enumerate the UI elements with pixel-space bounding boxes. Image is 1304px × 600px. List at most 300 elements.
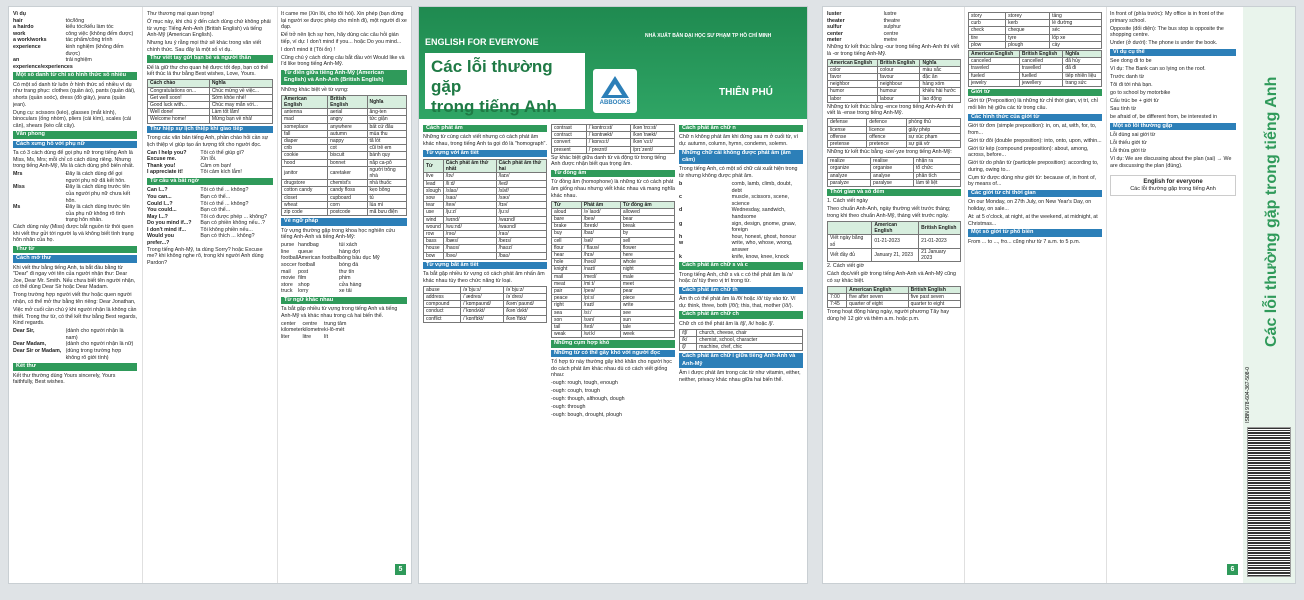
table-cell: favor <box>828 73 878 80</box>
table-cell: chemist's <box>328 180 367 187</box>
table-cell: break <box>620 223 674 230</box>
table-cell: line <box>281 248 290 255</box>
column-header: Nghĩa <box>209 80 272 87</box>
table-row <box>282 116 407 123</box>
table-cell: /baʊ/ <box>496 252 546 259</box>
paragraph: Những từ cùng cách viết nhưng có cách phát âm khác nhau, trong tiếng Anh ta gọi đó là "homograph". <box>423 134 547 147</box>
section-heading: Từ ngữ khác nhau <box>281 297 407 304</box>
table-cell: phim <box>339 275 351 282</box>
column-header: Từ <box>424 160 444 173</box>
brand-name: THIÊN PHÚ <box>719 87 773 98</box>
table-cell: bánh quy <box>367 152 406 159</box>
table-cell: crib <box>282 145 328 152</box>
section-heading: Những cụm hợp khó <box>551 340 675 347</box>
column-header: Nghĩa <box>920 59 961 66</box>
term: Miss <box>13 184 25 191</box>
table-cell: /haʊz/ <box>496 245 546 252</box>
paragraph: Âm i được phát âm trong các từ như vitamin, either, neither, privacy khác nhau giữa hai biến thể. <box>679 370 801 383</box>
table-row <box>969 65 1102 72</box>
table-cell: five after seven <box>847 293 908 300</box>
column-header <box>828 286 847 293</box>
spine-strip <box>1243 7 1295 584</box>
table-cell: /wɪnd/ <box>443 216 496 223</box>
table-cell: trang sức <box>1063 79 1102 86</box>
table-cell: defense <box>828 119 867 126</box>
phrases-table <box>147 79 273 123</box>
silent-row <box>679 240 803 253</box>
table-cell: tổ chức <box>914 165 961 172</box>
table-row <box>828 235 961 248</box>
pair-row <box>827 11 961 18</box>
greetings-list <box>13 328 137 361</box>
table-cell: traveled <box>969 65 1020 72</box>
table-cell: bóng đá <box>339 261 359 268</box>
table-cell: see <box>620 309 674 316</box>
table-cell: sow <box>424 195 444 202</box>
table-cell: corn <box>328 201 367 208</box>
table-row <box>828 158 961 165</box>
table-cell: /prɪˈzent/ <box>630 146 674 153</box>
table-cell: /baɪ/ <box>581 230 620 237</box>
table-cell: drugstore <box>282 180 328 187</box>
meaning: Đây là cách dùng trước tên của người phụ nữ chưa kết hôn. <box>65 184 131 204</box>
table-cell: hood <box>282 159 328 166</box>
table-row <box>282 166 407 179</box>
paragraph: Kết thư thường dùng Yours sincerely, Yours faithfully, Best wishes. <box>13 372 116 386</box>
table-cell: Làm tốt lắm! <box>209 109 272 116</box>
table-cell: hàng đợi <box>339 248 360 255</box>
paragraph: It came me (Xin lỗi, cho tôi hỏi). Xin phép (bạn dừng lại người xe được phép cho mình đi), một người đi xe đạp. <box>281 11 407 31</box>
table-row <box>424 223 547 230</box>
table-row <box>281 321 346 328</box>
table-cell: autumn <box>328 130 367 137</box>
table-cell: storey <box>1006 13 1050 20</box>
term: Thank you! <box>147 162 176 169</box>
pair-row <box>827 18 961 25</box>
table-row <box>281 275 380 282</box>
table-cell: paralyse <box>871 179 914 186</box>
meaning: Tôi có thể ... không? <box>200 200 249 207</box>
table-cell: /ˈkɒnflɪkt/ <box>461 315 504 322</box>
table-cell: live <box>424 173 444 180</box>
term: Can I...? <box>147 187 168 194</box>
table-cell: /ˈkɒndʌkt/ <box>461 308 504 315</box>
table-cell: /led/ <box>496 180 546 187</box>
table-cell: cheque <box>1006 27 1050 34</box>
phrase-row <box>147 169 273 176</box>
table-cell: lead <box>424 180 444 187</box>
table-cell: /miːt/ <box>581 280 620 287</box>
table-cell: analyse <box>871 172 914 179</box>
table-cell: /juːs/ <box>496 209 546 216</box>
table-cell: license <box>828 126 867 133</box>
table-cell: 7:00 <box>828 293 847 300</box>
paragraph: Trong tiếng Anh-Mỹ, ta dùng Sorry? hoặc Excuse me? khi không nghe rõ, trong khi người Anh dùng Pardon? <box>147 246 264 266</box>
table-cell: labour <box>877 95 920 102</box>
column-header: Cách phát âm thứ nhất <box>443 160 496 173</box>
list-item: Trước danh từ <box>1110 74 1145 81</box>
table-cell: /hɪə/ <box>581 252 620 259</box>
silent-row <box>679 181 803 194</box>
table-cell: fuelled <box>1019 72 1062 79</box>
table-cell: cày <box>1050 41 1102 48</box>
table-row <box>552 273 675 280</box>
table-row <box>552 295 675 302</box>
table-cell: organise <box>871 165 914 172</box>
table-cell: buy <box>552 230 582 237</box>
table-cell: anywhere <box>328 123 367 130</box>
table-cell: trung tâm <box>324 320 347 327</box>
table-cell: pear <box>620 288 674 295</box>
table-cell: khiếu hài hước <box>920 88 961 95</box>
table-cell: đã đi <box>1063 65 1102 72</box>
paragraph: Trong tiếng Anh, có một số chữ cái xuất hiện trong từ nhưng không được phát âm. <box>679 166 798 179</box>
table-cell: flour <box>552 244 582 251</box>
paragraph: Những từ kết thúc bằng -ize/-yze trong tiếng Anh-Mỹ: <box>827 149 952 156</box>
paragraph: Có một số danh từ luôn ở hình thức số nhiều ví dụ như trang phục: clothes (quần áo), pants (quần dài), shorts (quần soóc), dress (đồ giày), jeans (quần jean). <box>13 81 136 108</box>
section-heading: Từ câu và bất ngờ <box>147 178 273 185</box>
meaning: write, who, whose, wrong, answer <box>731 240 793 253</box>
column-header: American English <box>872 221 919 234</box>
table-cell: tear <box>424 202 444 209</box>
table-cell: cửa hàng <box>339 281 362 288</box>
table-cell: cũi trẻ em <box>367 145 406 152</box>
paragraph: At: at 5 o'clock, at night, at the weekend, at midnight, at Christmas... <box>968 213 1098 227</box>
table-row <box>424 238 547 245</box>
paragraph: Under (ở dưới): The phone is under the book. <box>1110 40 1218 47</box>
term: Do you mind if...? <box>147 220 192 227</box>
table-cell: sell <box>620 237 674 244</box>
greeting-row <box>13 348 137 361</box>
paragraph: Nhưng lưu ý rằng mọi thứ sẽ khác trong văn viết chính thức. Sau đây là một số ví dụ. <box>147 40 261 53</box>
table-row <box>424 202 547 209</box>
spelling-table <box>827 59 961 103</box>
table-cell: tyre <box>1006 34 1050 41</box>
table-cell: /sel/ <box>581 237 620 244</box>
paragraph: On our Monday, on 27th July, on New Year's Day, on holiday, on sale... <box>968 199 1092 212</box>
section-heading: Văn phong <box>13 131 137 138</box>
list-item: -ough: rough, tough, enough <box>551 380 618 387</box>
meaning: Tôi có thể ... không? <box>200 187 249 194</box>
table-cell: /wiːk/ <box>581 331 620 338</box>
table-cell: thư tín <box>339 268 355 275</box>
vocab-list <box>281 242 407 295</box>
table-row <box>148 87 273 94</box>
column-header: British English <box>877 59 920 66</box>
list-item: Giới từ do phân từ (participle preposition): according to, during, owing to... <box>968 160 1099 173</box>
term: work <box>13 30 26 37</box>
table-row <box>552 215 675 222</box>
table-cell: colour <box>877 66 920 73</box>
table-cell: church, cheese, chair <box>697 329 803 336</box>
paragraph: Cách dùng này (Miss) được bắt nguồn từ thói quen khi viết thư gửi tới người lạ và không biết tình trạng hôn nhân của họ. <box>13 224 134 244</box>
table-cell: machine, chef, chic <box>697 344 803 351</box>
table-cell: litre <box>302 334 312 341</box>
titles-list <box>13 171 137 224</box>
paragraph: 1. Cách viết ngày <box>827 198 868 205</box>
table-cell: /piːs/ <box>581 295 620 302</box>
table-cell: janitor <box>282 166 328 179</box>
section-heading: Kết thư <box>13 363 137 370</box>
section-heading: Từ điển giữa tiếng Anh-Mỹ (American English) và Anh-Anh (British English) <box>281 70 407 85</box>
table-cell: /kənˈdʌkt/ <box>504 308 547 315</box>
table-row <box>552 125 675 132</box>
term: May I...? <box>147 213 168 220</box>
table-cell: piece <box>620 295 674 302</box>
table-cell: humor <box>828 88 878 95</box>
table-row <box>282 180 407 187</box>
table-cell: bare <box>552 215 582 222</box>
table-cell: contract <box>552 132 587 139</box>
term: w <box>679 240 684 247</box>
table-cell: /wuːnd/ <box>443 223 496 230</box>
table-header-row <box>424 160 547 173</box>
column-header: American English <box>969 51 1020 58</box>
meaning: knife, know, knee, knock <box>731 253 790 260</box>
table-cell: kerb <box>1006 20 1050 27</box>
table-cell: licence <box>867 126 906 133</box>
spine-title: Các lỗi thường gặp trong tiếng Anh <box>1263 76 1280 347</box>
section-heading: Thư hiệp sự lịch thiệp khi giao tiếp <box>147 126 273 133</box>
table-row <box>969 41 1102 48</box>
table-cell: /ˈkɒntrɑːst/ <box>586 125 630 132</box>
vocab-row <box>13 11 137 18</box>
meaning: Đây là cách dùng trước tên của phụ nữ không rõ tình trạng hôn nhân. <box>65 204 130 224</box>
table-cell: hole <box>552 259 582 266</box>
table-cell: /raʊ/ <box>496 231 546 238</box>
table-cell: 7:45 <box>828 301 847 308</box>
table-cell: analyze <box>828 172 871 179</box>
meaning: công việc (không đếm được) <box>65 30 134 37</box>
term: theater <box>827 17 845 24</box>
table-cell: house <box>424 245 444 252</box>
table-cell: /liːd/ <box>443 180 496 187</box>
table-cell: pair <box>552 288 582 295</box>
table-cell: diaper <box>282 137 328 144</box>
table-cell: /saʊ/ <box>443 195 496 202</box>
page-number: 6 <box>1227 564 1238 575</box>
table-cell: whole <box>620 259 674 266</box>
list-item: Giới từ đôi (double preposition): into, onto, upon, within... <box>968 137 1102 144</box>
table-cell: làm tê liệt <box>914 179 961 186</box>
meaning: kiểu tóc/kiểu làm tóc <box>65 24 114 31</box>
table-cell: lốp xe <box>1050 34 1102 41</box>
term: c <box>679 194 682 201</box>
meaning: Cảm ơn bạn! <box>200 162 232 169</box>
table-row <box>282 137 407 144</box>
meaning: Bạn có thể... <box>200 207 231 214</box>
vocab-row <box>13 24 137 31</box>
table-cell: someplace <box>282 123 328 130</box>
table-row <box>680 329 803 336</box>
right-sheet <box>822 6 1296 584</box>
table-row <box>281 269 380 276</box>
section-heading: Cách mở thư <box>13 255 137 262</box>
table-cell: brake <box>552 223 582 230</box>
table-cell: cot <box>328 145 367 152</box>
pair-row <box>827 31 961 38</box>
table-cell: /kənˈtrækt/ <box>630 132 674 139</box>
table-cell: aloud <box>552 208 582 215</box>
spelling-list <box>827 11 961 44</box>
table-row <box>552 280 675 287</box>
table-row <box>828 165 961 172</box>
section-heading: Những từ có thể gây khó với người đọc <box>551 350 675 357</box>
error-list <box>1110 132 1236 155</box>
paragraph: Để trở nên lịch sự hơn, hãy dùng các câu hỏi gián tiếp, ví dụ: I don't mind if you... hoặc Do you mind... <box>281 32 402 45</box>
table-cell: flower <box>620 244 674 251</box>
table-cell: week <box>620 331 674 338</box>
table-cell: organize <box>828 165 871 172</box>
table-cell: closet <box>282 194 328 201</box>
table-cell: realize <box>828 158 871 165</box>
table-row <box>424 294 547 301</box>
table-cell: movie <box>281 275 296 282</box>
table-row <box>282 208 407 215</box>
paragraph: Cũng chú ý cách dùng câu bắt đầu với Would like và I'd like trong tiếng Anh-Mỹ. <box>281 54 405 68</box>
meaning: metre <box>883 37 898 44</box>
meaning: (dùng trong trường hợp không rõ giới tính) <box>65 347 122 361</box>
mini-cover-line: English for everyone <box>1143 179 1203 186</box>
table-header-row <box>828 286 961 293</box>
table-cell: /waɪnd/ <box>496 216 546 223</box>
homophone-table <box>551 201 675 339</box>
ask-row <box>147 187 273 194</box>
section-heading: Các giới từ chỉ thời gian <box>968 190 1102 197</box>
table-cell: Well done! <box>148 109 210 116</box>
table-cell: aerial <box>328 109 367 116</box>
table-cell: /ˈkɒnvɜːt/ <box>586 139 630 146</box>
table-row <box>281 282 380 289</box>
table-row <box>552 223 675 230</box>
table-cell: Congratulations on... <box>148 87 210 94</box>
table-row <box>424 209 547 216</box>
table-cell: use <box>424 209 444 216</box>
table-cell: /kənˈtrɑːst/ <box>630 125 674 132</box>
table-cell: weak <box>552 331 582 338</box>
table-cell: convert <box>552 139 587 146</box>
meaning: Bạn có thể... <box>200 193 231 200</box>
table-cell: /haʊs/ <box>443 245 496 252</box>
table-cell: liter <box>281 334 290 341</box>
table-cell: shop <box>298 281 310 288</box>
table-cell: canceled <box>969 58 1020 65</box>
preposition-list <box>968 123 1102 188</box>
table-cell: 01-21-2023 <box>872 235 919 248</box>
table-cell: bonnet <box>328 159 367 166</box>
table-cell: address <box>424 294 461 301</box>
list-item: Giới từ kép (compound preposition): about, among, across, before... <box>968 145 1089 159</box>
table-cell: angry <box>328 116 367 123</box>
right-col-2 <box>968 11 1102 584</box>
table-cell: /əˈlaʊd/ <box>581 208 620 215</box>
table-cell: bóng bầu dục Mỹ <box>339 255 380 262</box>
list-item: Tôi đi tới nhà bạn. <box>1110 82 1153 89</box>
pair-row <box>827 37 961 44</box>
paragraph: From ... to ..., fro... cũng như từ 7 a.m. to 5 p.m. <box>968 238 1081 245</box>
section-heading: Thời gian và số đếm <box>827 189 961 196</box>
table-cell: 21-01-2023 <box>919 235 961 248</box>
middle-col-2 <box>551 123 675 583</box>
table-cell: wound <box>424 223 444 230</box>
table-cell: football <box>281 255 299 262</box>
isbn-text: ISBN 978-604-367-508-0 <box>1245 367 1251 423</box>
term: sulfur <box>827 24 842 31</box>
table-cell: abuse <box>424 286 461 293</box>
vocab-table <box>281 95 407 216</box>
triangle-icon <box>601 76 629 98</box>
table-row <box>281 262 380 269</box>
table-cell: sự giả vờ <box>906 140 960 147</box>
logo-text: ABBOOKS <box>599 100 631 106</box>
table-cell: /laɪv/ <box>496 173 546 180</box>
middle-col-3 <box>679 123 803 583</box>
table-row <box>552 331 675 338</box>
table-cell: mail <box>552 273 582 280</box>
table-cell: kẹo bông <box>367 187 406 194</box>
series-banner: ENGLISH FOR EVERYONE <box>425 37 539 47</box>
table-cell: fall <box>282 130 328 137</box>
table-cell: pretense <box>828 140 867 147</box>
table-row <box>552 259 675 266</box>
table-row <box>969 27 1102 34</box>
ask-row <box>147 214 273 221</box>
spelling-table <box>827 118 961 148</box>
table-cell: Chúc mừng về việc... <box>209 87 272 94</box>
table-cell: sự xúc phạm <box>906 133 960 140</box>
table-cell: chemist, school, character <box>697 336 803 343</box>
meaning: (dành cho người nhận là nam) <box>65 328 124 341</box>
table-cell: mùa thu <box>367 130 406 137</box>
table-cell: right <box>552 302 582 309</box>
table-row <box>281 327 346 334</box>
meaning: Tôi có được phép ... không? <box>200 213 267 220</box>
meaning: muscle, scissors, scene, science <box>731 194 789 207</box>
greeting-row <box>13 341 137 348</box>
table-row <box>552 139 675 146</box>
meaning: (dành cho người nhận là nữ) <box>65 341 134 348</box>
table-cell: night <box>620 266 674 273</box>
table-header-row <box>969 51 1102 58</box>
meaning <box>66 11 137 18</box>
table-row <box>552 309 675 316</box>
table-cell: /tɪə/ <box>496 202 546 209</box>
term: luster <box>827 11 842 17</box>
column-header: British English <box>328 95 367 108</box>
asks-list <box>147 187 273 246</box>
table-row <box>282 187 407 194</box>
table-cell: cotton candy <box>282 187 328 194</box>
term: You can... <box>147 193 172 200</box>
table-row <box>281 334 346 341</box>
table-cell: tủ <box>367 194 406 201</box>
table-cell: tã lót <box>367 137 406 144</box>
table-cell: curb <box>969 20 1006 27</box>
column-header: American English <box>828 59 878 66</box>
column-header: American English <box>847 286 908 293</box>
cover-header <box>419 7 807 119</box>
table-cell: /ˈkɒmpaʊnd/ <box>461 301 504 308</box>
table-row <box>828 179 961 186</box>
table-cell: tail <box>552 324 582 331</box>
column-header: American English <box>282 95 328 108</box>
table-row <box>281 242 380 249</box>
table-cell: film <box>298 275 307 282</box>
section-heading: Một số lỗi thường gặp <box>1110 123 1236 130</box>
table-row <box>969 34 1102 41</box>
table-row <box>552 208 675 215</box>
table-cell: kilometer <box>281 327 303 334</box>
